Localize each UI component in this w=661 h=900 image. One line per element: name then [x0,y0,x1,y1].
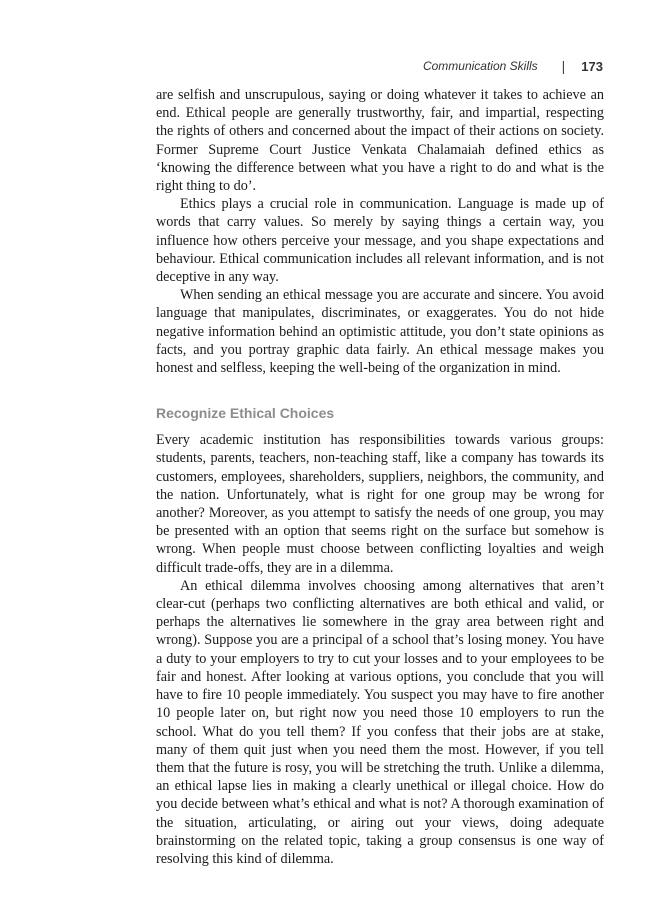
body-paragraph: An ethical dilemma involves choosing among alternatives that aren’t clear-cut (perhaps two conflicting alternatives are both ethical and valid, or perhaps the alternatives lie somewhere in the gray area between right and wrong). Suppose you are a principal of a school that’s losing money. You have a duty to your employers to try to cut your losses and to your employees to be fair and honest. After looking at various options, you conclude that you will have to fire 10 people immediately. You suspect you may have to fire another 10 people later on, but right now you need those 10 employers to run the school. What do you tell them? If you confess that their jobs are at stake, many of them quit just when you need them the most. However, if you tell them that the future is rosy, you will be stretching the truth. Unlike a dilemma, an ethical lapse lies in making a clearly unethical or illegal choice. How do you decide between what’s ethical and what is not? A thorough examination of the situation, articulating, or airing out your views, doing adequate brainstorming on the related topic, taking a group consensus is one way of resolving this kind of dilemma. [156,577,604,867]
body-paragraph: are selfish and unscrupulous, saying or doing whatever it takes to achieve an end. Ethical people are generally trustworthy, fair, and impartial, respecting the rights of others and concerned about the impact of their actions on society. Former Supreme Court Justice Venkata Chalamaiah defined ethics as ‘knowing the difference between what you have a right to do and what is the right thing to do’. [156,87,604,195]
body-paragraph: Every academic institution has responsibilities towards various groups: students, parents, teachers, non-teaching staff, like a company has towards its customers, employees, shareholders, suppliers, neighbors, the community, and the nation. Unfortunately, what is right for one group may be wrong for another? Moreover, as you attempt to satisfy the needs of one group, you may be presented with an option that seems right on the surface but somehow is wrong. When people must choose between conflicting loyalties and weigh difficult trade-offs, they are in a dilemma. [156,432,604,576]
running-head [423,57,603,75]
running-head-separator: | [561,58,566,74]
running-head-title: Communication Skills [422,59,538,73]
body-paragraph: Ethics plays a crucial role in communication. Language is made up of words that carry values. So merely by saying things a certain way, you influence how others perceive your message, and you shape expectations and behaviour. Ethical communication includes all relevant information, and is not deceptive in any way. [156,196,604,286]
section-heading: Recognize Ethical Choices [156,405,335,422]
page-body [156,86,604,868]
page-number: 173 [581,58,603,74]
body-paragraph: When sending an ethical message you are accurate and sincere. You avoid language that manipulates, discriminates, or exaggerates. You do not hide negative information behind an optimistic attitude, you don’t state opinions as facts, and you portray graphic data fairly. An ethical message makes you honest and selfless, keeping the well-being of the organization in mind. [156,287,604,377]
